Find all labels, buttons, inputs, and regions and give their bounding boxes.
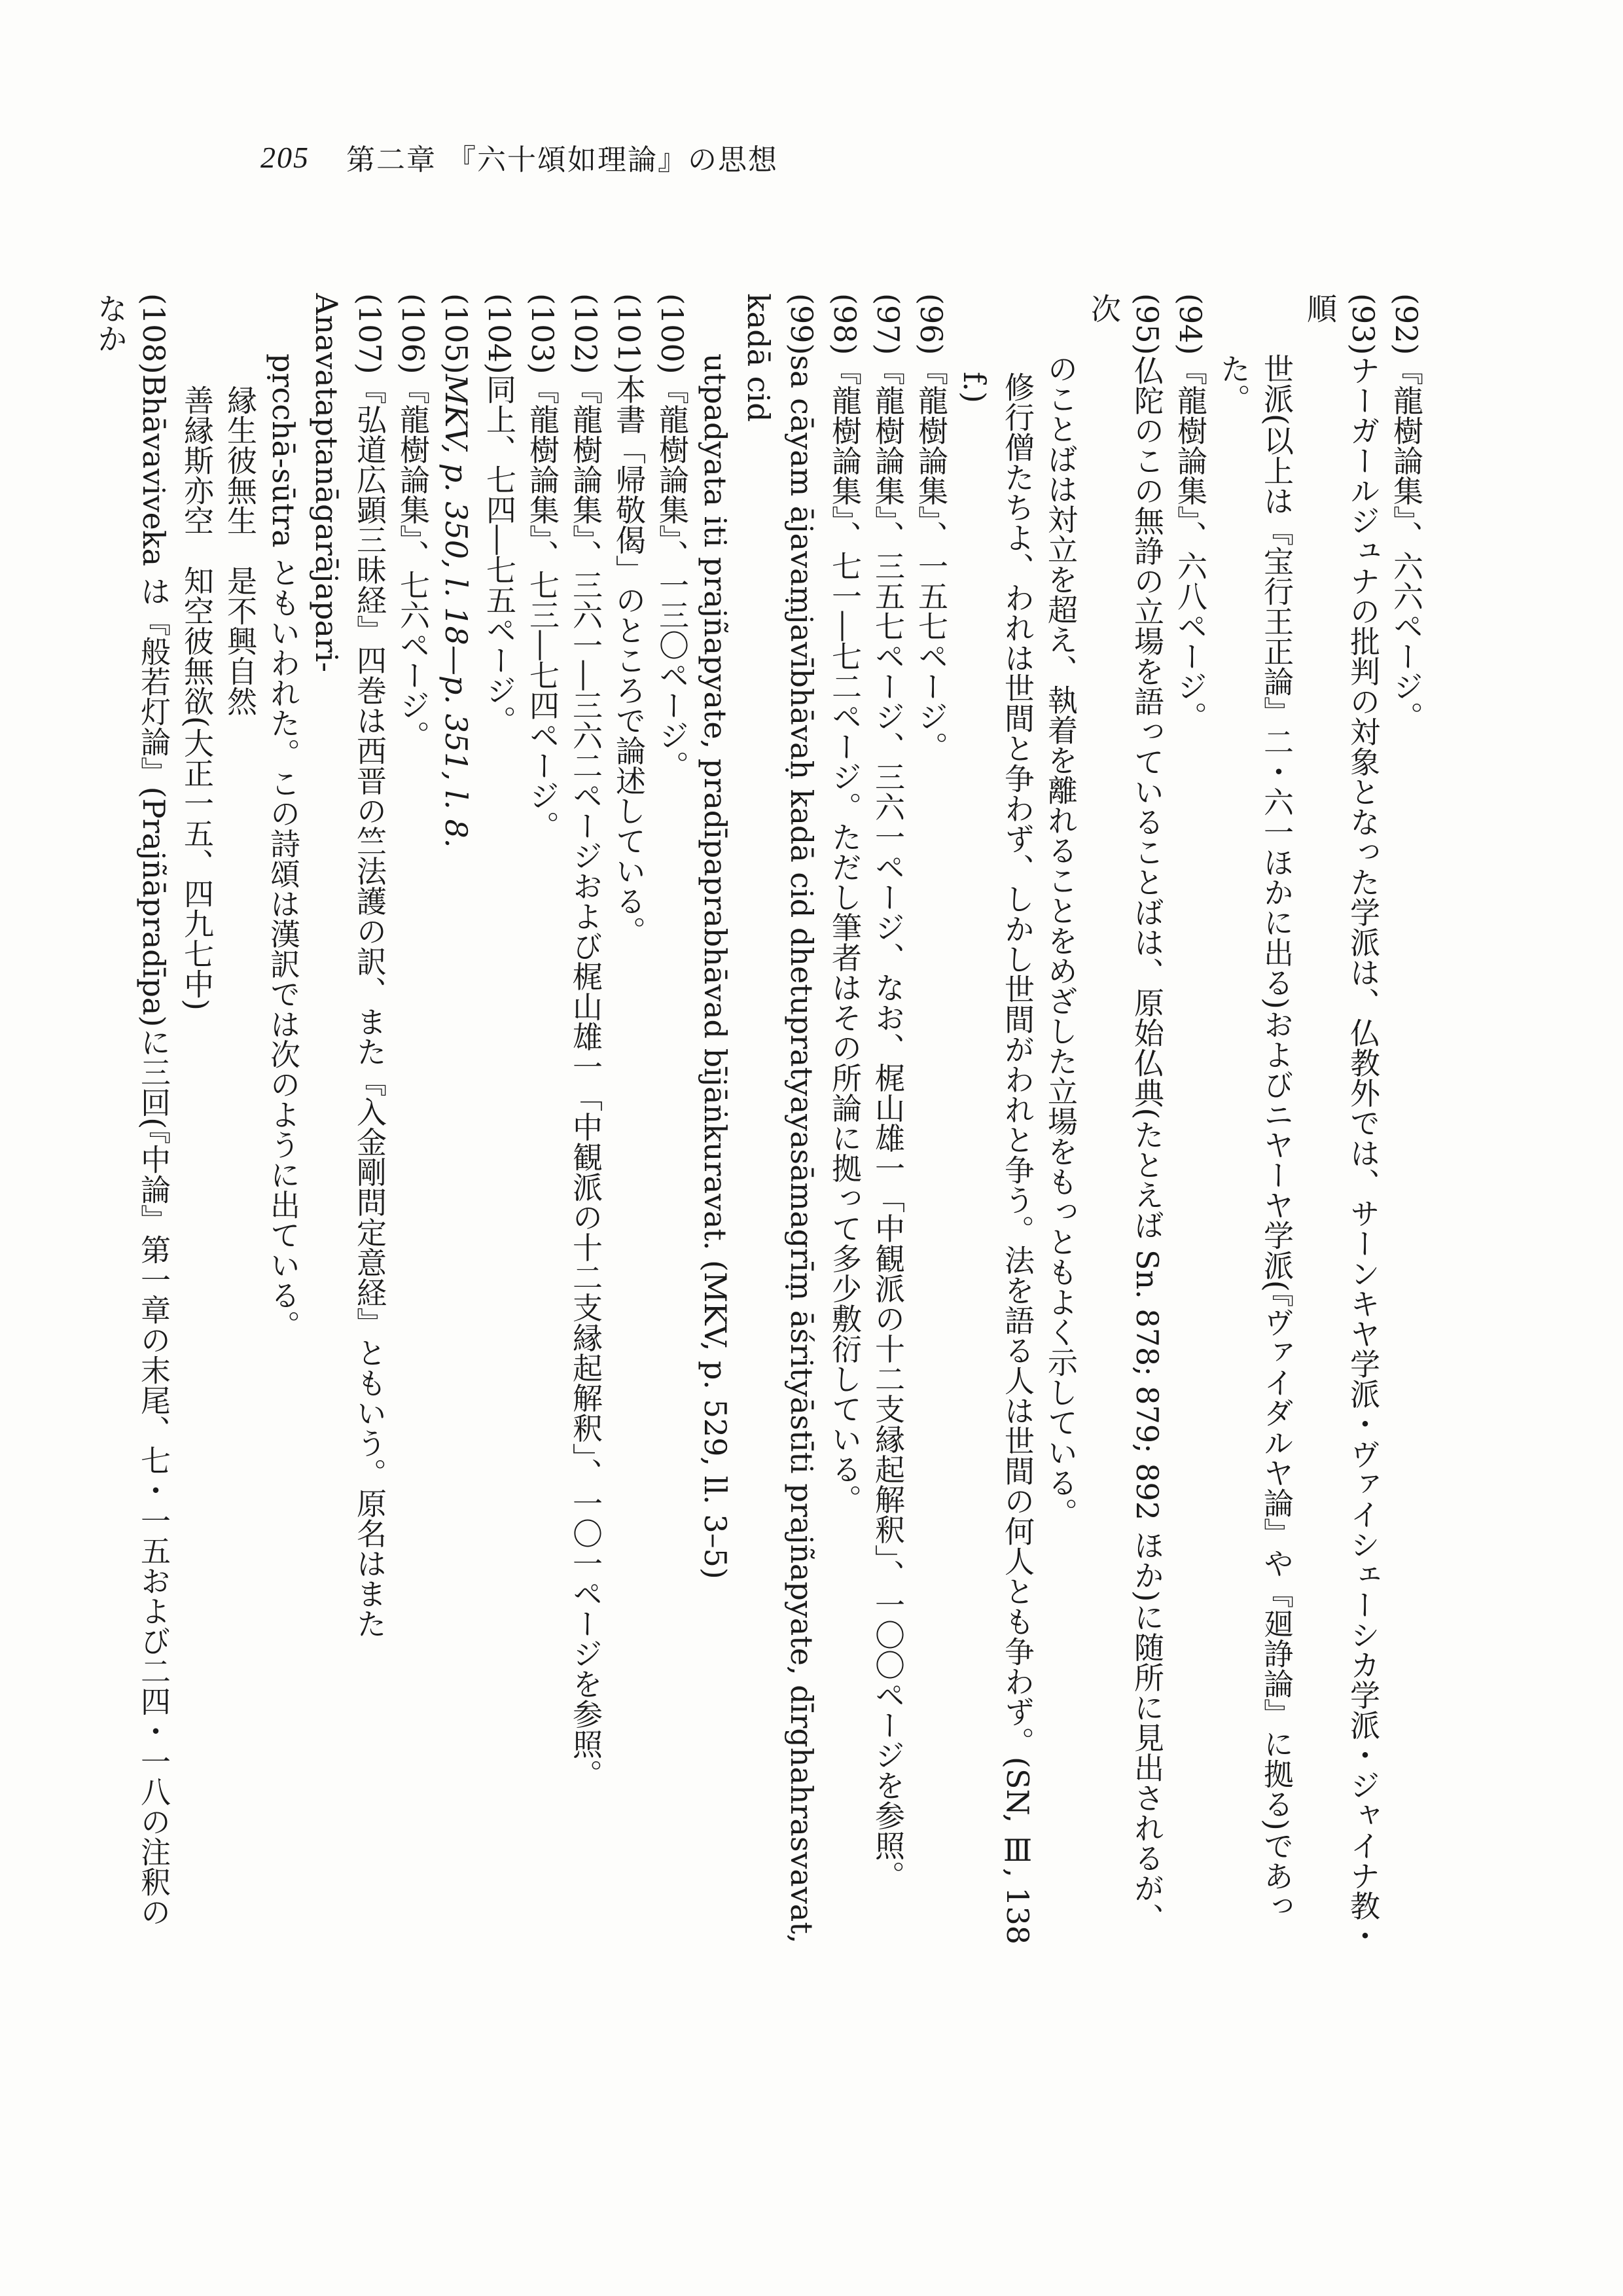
note-95: [1082, 293, 1169, 1956]
chapter-title: 第二章 『六十頌如理論』の思想: [346, 143, 778, 177]
note-text: 『龍樹論集』、一五七ページ。: [914, 355, 949, 762]
note-text: 『龍樹論集』、六八ページ。: [1173, 355, 1208, 732]
note-95-quotation: [953, 293, 1039, 1956]
note-text: 『龍樹論集』、七一―七二ページ。ただし筆者はその所論に拠って多少敷衍している。: [827, 355, 863, 1515]
note-101: [607, 293, 651, 1956]
note-number: (97): [870, 293, 906, 355]
note-text: pṛcchā-sūtra ともいわれた。この詩頌は漢訳では次のように出ている。: [266, 353, 301, 1340]
note-number: (106): [395, 293, 431, 374]
note-number: (108): [136, 293, 171, 374]
note-105: [435, 293, 478, 1956]
verse-text: 善縁斯亦空 知空彼無欲(大正一五、四九七中): [179, 385, 215, 1011]
note-text: MKV, p. 350, l. 18—p. 351, l. 8.: [438, 374, 474, 848]
note-number: (105): [438, 293, 474, 374]
note-text: 仏陀のこの無諍の立場を語っていることばは、原始仏典(たとえば Sn. 878; 879; 892 ほか)に随所に見出されるが、次: [1086, 293, 1165, 1933]
note-number: (104): [482, 293, 517, 374]
note-107: [305, 293, 391, 1956]
note-text: ナーガールジュナの批判の対象となった学派は、仏教外では、サーンキヤ学派・ヴァイシェーシカ学派・ジャイナ教・順: [1302, 293, 1381, 1951]
note-number: (100): [654, 293, 690, 374]
note-92: [1385, 293, 1428, 1956]
note-96: [910, 293, 953, 1956]
note-text: 同上、七四―七五ページ。: [482, 374, 517, 736]
note-number: (92): [1389, 293, 1424, 355]
note-number: (101): [611, 293, 647, 374]
note-98: [823, 293, 866, 1956]
note-text: sa cāyam ājavaṃjavībhāvaḥ kadā cid dhetupratyayasāmagrīṃ āśrityāstīti prajñapyate, dīrghahrasvavat, kadā cid: [741, 293, 819, 1944]
verse-line-2: [175, 293, 219, 1956]
note-93-continued: [1212, 293, 1298, 1956]
note-number: (94): [1173, 293, 1208, 355]
note-text: 『弘道広顕三昧経』四巻は西晋の竺法護の訳、また『入金剛問定意経』ともいう。原名はまた Anavataptanāgarājapari-: [309, 293, 387, 1639]
page-number: 205: [260, 140, 310, 174]
running-head: [260, 134, 778, 180]
note-number: (107): [352, 293, 387, 374]
note-94: [1169, 293, 1212, 1956]
note-number: (93): [1346, 293, 1381, 355]
quotation-text: 修行僧たちよ、われは世間と争わず、しかし世間がわれと争う。法を語る人は世間の何人とも争わず。(SN, Ⅲ, 138 f.): [957, 372, 1035, 1945]
note-95-continued: [1039, 293, 1082, 1956]
note-text: Bhāvaviveka は『般若灯論』(Prajñāpradīpa)に三回(『中論』第一章の末尾、七・一五および二四・一八の注釈のなか: [93, 293, 171, 1928]
note-text: 世派(以上は『宝行王正論』二・六一ほかに出る)およびニヤーヤ学派(『ヴァイダルヤ論』や『廻諍論』に拠る)であった。: [1216, 353, 1294, 1921]
note-104: [478, 293, 521, 1956]
note-text: のことばは対立を超え、執着を離れることをめざした立場をもっともよく示している。: [1043, 353, 1079, 1528]
note-text: 『龍樹論集』、六六ページ。: [1389, 355, 1424, 732]
note-99: [737, 293, 823, 1956]
note-number: (98): [827, 293, 863, 355]
note-102: [564, 293, 607, 1956]
note-number: (96): [914, 293, 949, 355]
note-text: 『龍樹論集』、七三―七四ページ。: [525, 374, 560, 841]
note-text: 本書「帰敬偈」のところで論述している。: [611, 374, 647, 946]
verse-text: 縁生彼無生 是不興自然: [223, 385, 258, 716]
note-107-continued: [262, 293, 305, 1956]
note-text: 『龍樹論集』、三六一―三六二ページおよび梶山雄一「中観派の十二支縁起解釈」、一〇一ページを参照。: [568, 374, 603, 1789]
note-text: 『龍樹論集』、七六ページ。: [395, 374, 431, 751]
endnotes-block: [93, 293, 1428, 1956]
note-93: [1298, 293, 1385, 1956]
note-text: 『龍樹論集』、三五七ページ、三六一ページ、なお、梶山雄一「中観派の十二支縁起解釈」、一〇〇ページを参照。: [870, 355, 906, 1891]
note-text: 『龍樹論集』、一三〇ページ。: [654, 374, 690, 781]
verse-line-1: [219, 293, 262, 1956]
note-100: [651, 293, 694, 1956]
note-97: [866, 293, 910, 1956]
note-number: (99): [784, 293, 819, 355]
note-106: [391, 293, 435, 1956]
note-103: [521, 293, 564, 1956]
note-number: (95): [1130, 293, 1165, 355]
note-text: utpadyata iti prajñapyate, pradīpaprabhāvad bījāṅkuravat. (MKV, p. 529, ll. 3–5): [698, 353, 733, 1579]
note-number: (103): [525, 293, 560, 374]
note-number: (102): [568, 293, 603, 374]
note-108: [89, 293, 175, 1956]
note-99-continued: [694, 293, 737, 1956]
